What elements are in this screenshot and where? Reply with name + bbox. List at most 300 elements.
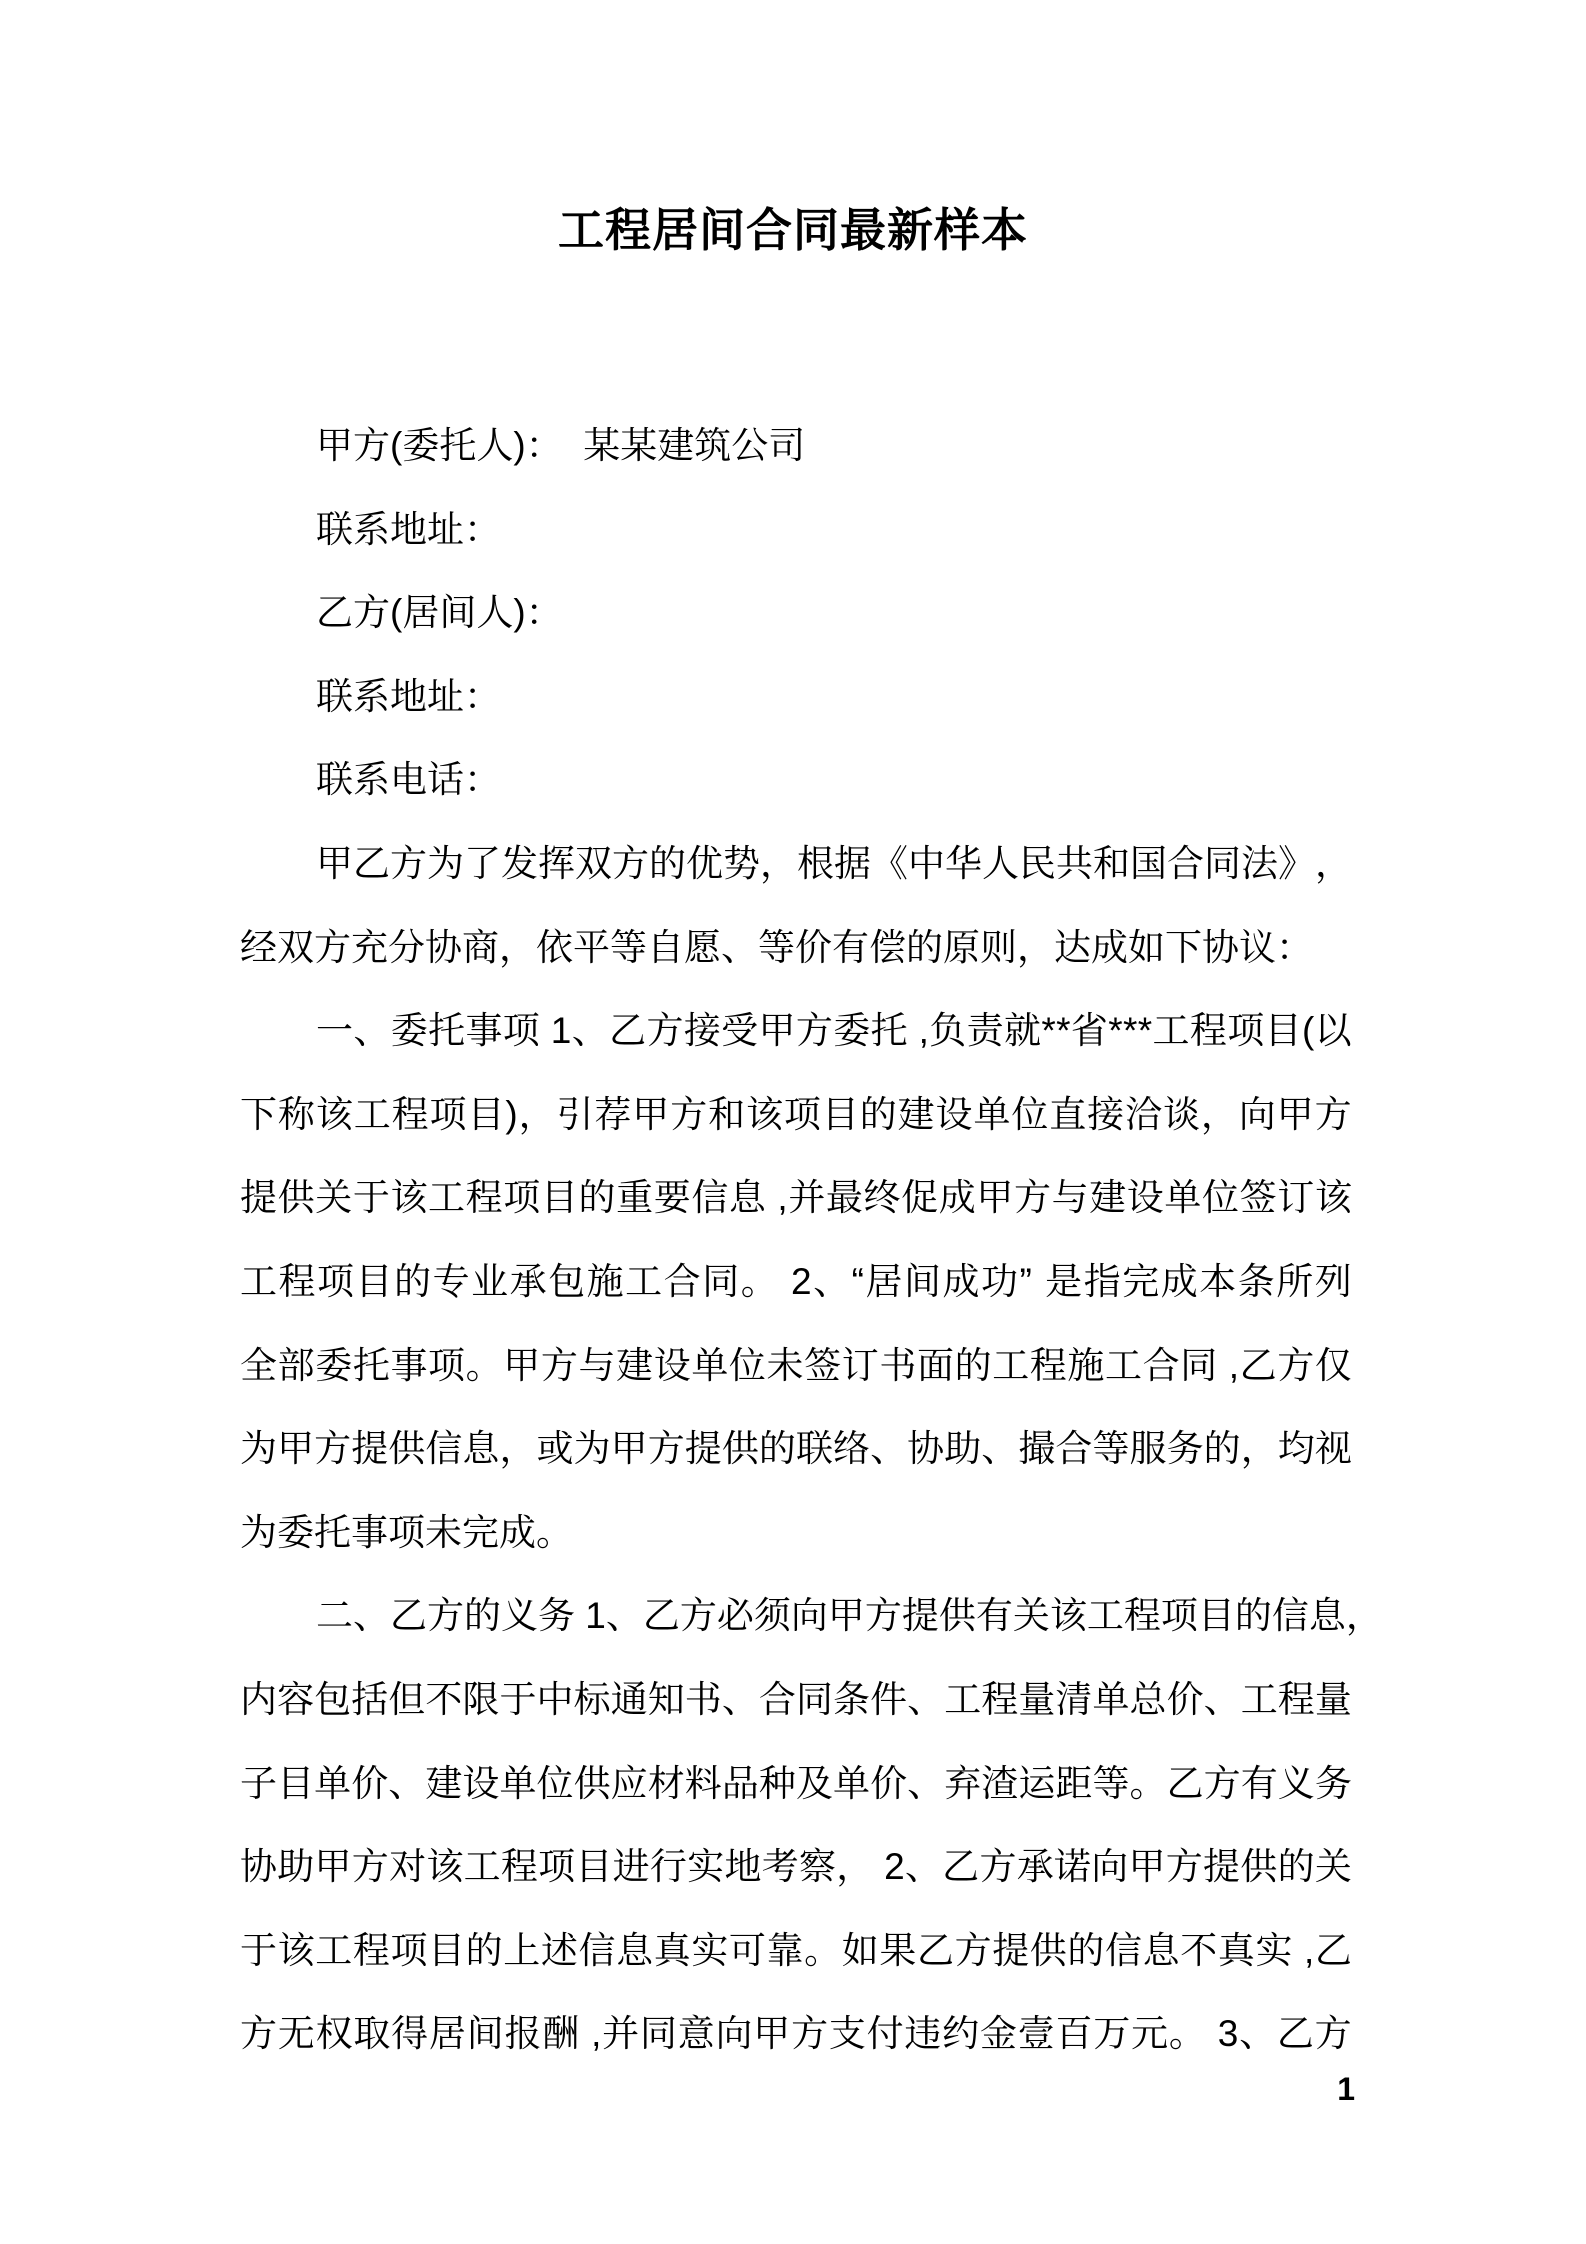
text-char: 甲 [277, 1428, 315, 1470]
text-char: 优 [686, 842, 723, 884]
text-char [874, 1825, 884, 1909]
text-line [240, 1324, 1352, 1408]
text-char: 与 [578, 1344, 616, 1386]
text-char: 2 [791, 1260, 812, 1302]
text-char: 托 [428, 1010, 466, 1052]
text-char: 同 [1180, 1344, 1218, 1386]
text-char: 括 [351, 1678, 389, 1720]
text-char: 该 [426, 1846, 464, 1888]
text-char: 的 [758, 1428, 796, 1470]
text-char: 建 [1089, 1177, 1127, 1219]
text-char: 意 [677, 2013, 715, 2055]
text-char: 完 [1122, 1260, 1160, 1302]
text-char: 负 [929, 1010, 967, 1052]
text-char: ， [1345, 1595, 1383, 1637]
text-char: 、 [907, 1762, 945, 1804]
text-char: 联 [795, 1428, 833, 1470]
text-char: 、 [353, 1010, 391, 1052]
text-char: 荐 [594, 1093, 632, 1135]
text-char: 法 [1241, 842, 1278, 884]
text-char: 成 [942, 1260, 980, 1302]
text-char: 助 [944, 1428, 982, 1470]
text-char: 建 [897, 1093, 935, 1135]
text-char: 项 [538, 1846, 576, 1888]
text-char: 乙 [642, 1595, 680, 1637]
text-char: 服 [1129, 1428, 1167, 1470]
text-char: 同 [795, 1678, 833, 1720]
text-char: 居 [865, 1260, 903, 1302]
text-char: 方 [795, 1010, 833, 1052]
text-char: 方 [427, 1595, 464, 1637]
text-char: 材 [647, 1762, 685, 1804]
text-line [240, 1240, 1352, 1324]
text-char: 。 [804, 1929, 842, 1971]
text-char: 真 [1217, 1929, 1255, 1971]
text-char: 和 [708, 1093, 746, 1135]
text-char [1293, 1909, 1303, 1993]
text-char: 义 [501, 1595, 538, 1637]
text-char: 方 [647, 1428, 685, 1470]
text-char: 内 [240, 1678, 277, 1720]
text-line [240, 1742, 1352, 1826]
text-char: 单 [314, 1762, 352, 1804]
text-char: ， [760, 842, 797, 884]
text-char: 程 [1189, 1010, 1227, 1052]
text-char: 于 [499, 1678, 537, 1720]
text-char: 订 [1277, 1177, 1315, 1219]
text-char: 工 [1086, 1595, 1124, 1637]
text-char: 方 [1013, 1177, 1051, 1219]
text-char: 项 [428, 1344, 466, 1386]
text-char: 的 [465, 1929, 503, 1971]
text-line [240, 989, 1352, 1073]
text-char: 方 [979, 1846, 1017, 1888]
text-char: 提 [240, 1177, 277, 1219]
text-char: 通 [610, 1678, 648, 1720]
text-char: 付 [866, 2013, 904, 2055]
text-char: 实 [1255, 1929, 1293, 1971]
text-char: 设 [1126, 1177, 1164, 1219]
text-char: 人 [982, 842, 1019, 884]
text-char: 委 [390, 1010, 428, 1052]
text-char: 实 [691, 1929, 729, 1971]
text-char: 品 [721, 1762, 759, 1804]
text-char: 包 [314, 1678, 352, 1720]
text-char: 列 [1314, 1260, 1352, 1302]
text-char: 总 [1129, 1678, 1167, 1720]
text-char: 接 [683, 1010, 721, 1052]
text-char: 工 [315, 1929, 353, 1971]
text-char: 不 [1180, 1929, 1218, 1971]
text-char: 渣 [981, 1762, 1019, 1804]
text-char: 程 [465, 1177, 503, 1219]
text-char: 了 [464, 842, 501, 884]
text-char: 应 [610, 1762, 648, 1804]
text-char: 所 [1276, 1260, 1314, 1302]
text-char: 乙 [1276, 2013, 1314, 2055]
text-line [240, 822, 1352, 906]
text-char: 信 [578, 1929, 616, 1971]
text-char: 件 [870, 1678, 908, 1720]
text-char: 目 [575, 1846, 613, 1888]
text-line [240, 1909, 1352, 1993]
text-char: 供 [388, 1428, 426, 1470]
text-char: 方 [646, 1010, 684, 1052]
text-char: 指 [1083, 1260, 1121, 1302]
text-char: 该 [1049, 1595, 1087, 1637]
text-char: 省 [1070, 1010, 1108, 1052]
text-char: 乙 [353, 842, 390, 884]
text-line [240, 1992, 1352, 2076]
text-char: 下 [240, 1093, 277, 1135]
text-char: 3 [1217, 2013, 1239, 2055]
text-char: 容 [277, 1678, 315, 1720]
text-char: 合 [1055, 1428, 1093, 1470]
text-char: 签 [804, 1344, 842, 1386]
text-char: 无 [277, 2013, 315, 2055]
text-char: 方 [314, 1428, 352, 1470]
text-char: 进 [612, 1846, 650, 1888]
text-char: 的 [394, 1260, 432, 1302]
text-char: 条 [833, 1678, 870, 1720]
text-char: 量 [1314, 1678, 1352, 1720]
text-line [240, 1658, 1352, 1742]
text-char: 、 [605, 1595, 643, 1637]
text-char: 责 [966, 1010, 1004, 1052]
text-char: 洽 [1125, 1093, 1163, 1135]
text-char: 价 [1166, 1678, 1204, 1720]
text-char: 目 [467, 1093, 505, 1135]
text-char: 取 [353, 2013, 391, 2055]
text-char: 要 [653, 1177, 691, 1219]
text-char: 如 [841, 1929, 879, 1971]
text-char: 甲 [976, 1177, 1014, 1219]
text-char: 仅 [1314, 1344, 1352, 1386]
text-char: 、 [870, 1428, 908, 1470]
text-char: 等 [1092, 1428, 1130, 1470]
text-char: 行 [649, 1846, 687, 1888]
text-char: 信 [1105, 1929, 1143, 1971]
text-char: ( [1301, 1010, 1315, 1052]
text-char: 二 [316, 1595, 353, 1637]
text-char: 权 [315, 2013, 353, 2055]
text-char: 设 [935, 1093, 973, 1135]
text-char: 甲 [827, 1595, 865, 1637]
text-char [779, 1240, 789, 1324]
text-char: 合 [663, 1260, 701, 1302]
text-char: 于 [352, 1177, 390, 1219]
text-char: 业 [471, 1260, 509, 1302]
text-char: 》 [1278, 842, 1315, 884]
text-char: 方 [390, 842, 427, 884]
text-char: , [1228, 1344, 1240, 1386]
text-char: 一 [316, 1010, 353, 1052]
text-char: 单 [499, 1762, 537, 1804]
text-char: 程 [981, 1678, 1019, 1720]
text-char: 项 [502, 1010, 540, 1052]
text-char: 方 [1203, 1762, 1241, 1804]
text-char: ， [1200, 1093, 1238, 1135]
text-char: 百 [1055, 2013, 1093, 2055]
text-char: * [1108, 1010, 1123, 1052]
text-char: 项 [1227, 1010, 1265, 1052]
text-char: 的 [1234, 1595, 1272, 1637]
text-char: 的 [464, 1595, 501, 1637]
text-char: 设 [653, 1344, 691, 1386]
text-char: 价 [870, 1762, 908, 1804]
text-char: 方 [1314, 2013, 1352, 2055]
text-char: 真 [653, 1929, 691, 1971]
text-char: 乙 [1314, 1929, 1352, 1971]
text-char: 不 [425, 1678, 463, 1720]
text-char: 提 [351, 1428, 389, 1470]
text-char: 1 [550, 1010, 572, 1052]
text-char: 以 [1314, 1010, 1352, 1052]
text-char: 有 [1240, 1762, 1278, 1804]
text-char: 工 [1152, 1010, 1190, 1052]
text-char: 项 [783, 1093, 821, 1135]
text-char: 义 [1277, 1762, 1315, 1804]
text-char: 。 [740, 1260, 778, 1302]
text-char: 谈 [1162, 1093, 1200, 1135]
text-char: 工 [353, 1093, 391, 1135]
text-char: 弃 [944, 1762, 982, 1804]
text-char: 书 [684, 1678, 722, 1720]
text-char: 位 [1202, 1177, 1240, 1219]
text-char: 甲 [758, 1010, 796, 1052]
text-char: , [918, 1010, 929, 1052]
text-char: 2 [884, 1846, 905, 1888]
text-char: 。 [1129, 1762, 1167, 1804]
text-char: ， [1240, 1428, 1278, 1470]
text-char: 务 [1166, 1428, 1204, 1470]
text-char: 该 [390, 1177, 428, 1219]
text-char: 设 [462, 1762, 500, 1804]
text-char: * [1122, 1010, 1138, 1052]
text-char: 并 [602, 2013, 640, 2055]
text-char: 方 [1165, 1846, 1203, 1888]
text-char: 未 [766, 1344, 804, 1386]
text-char: 该 [315, 1093, 353, 1135]
text-char: 托 [352, 1344, 390, 1386]
text-char: 托 [870, 1010, 908, 1052]
text-char: 单 [833, 1762, 870, 1804]
text-char: 报 [504, 2013, 542, 2055]
text-char: ， [836, 1846, 874, 1888]
text-char: 、 [981, 1428, 1019, 1470]
text-char: 终 [863, 1177, 901, 1219]
text-char: 引 [556, 1093, 594, 1135]
text-char: 全 [240, 1344, 277, 1386]
text-char: 国 [1130, 842, 1167, 884]
text-char: 为 [573, 1428, 611, 1470]
text-char: 该 [277, 1929, 315, 1971]
text-char: 息 [1308, 1595, 1346, 1637]
text-char: 民 [1019, 842, 1056, 884]
text-char: 供 [938, 1595, 976, 1637]
text-char: 必 [716, 1595, 754, 1637]
text-char: 的 [649, 842, 686, 884]
text-char: 成 [938, 1177, 976, 1219]
text-char: 务 [1314, 1762, 1352, 1804]
text-char: 华 [945, 842, 982, 884]
text-char: “ [851, 1260, 864, 1302]
text-char: 《 [871, 842, 908, 884]
text-char: 酬 [542, 2013, 580, 2055]
text-char: 甲 [316, 842, 353, 884]
text-char: 种 [758, 1762, 796, 1804]
text-char: 络 [833, 1428, 870, 1470]
text-char: 及 [795, 1762, 833, 1804]
text-char: 承 [509, 1260, 547, 1302]
text-char: 最 [825, 1177, 863, 1219]
text-line: 经双方充分协商，依平等自愿、等价有偿的原则，达成如下协议： [240, 926, 1313, 968]
document-body [240, 404, 1383, 2076]
text-char: 和 [1093, 842, 1130, 884]
text-char: 等 [1092, 1762, 1130, 1804]
text-char: 方 [540, 1344, 578, 1386]
text-char: 直 [1049, 1093, 1087, 1135]
text-char: 位 [536, 1762, 574, 1804]
text-char: 于 [240, 1929, 277, 1971]
text-char [540, 989, 550, 1073]
text-char: 、 [571, 1010, 609, 1052]
text-char: 、 [1239, 2013, 1277, 2055]
text-char: 金 [979, 2013, 1017, 2055]
text-char: 签 [1239, 1177, 1277, 1219]
text-char: 但 [388, 1678, 426, 1720]
text-char: 工 [1105, 1344, 1143, 1386]
text-char: 项 [1160, 1595, 1198, 1637]
text-char: 事 [390, 1344, 428, 1386]
text-line [240, 1407, 1352, 1491]
text-char: 发 [501, 842, 538, 884]
text-char: 供 [1240, 1846, 1278, 1888]
text-char: 运 [1018, 1762, 1056, 1804]
text-char: 合 [1142, 1344, 1180, 1386]
text-char: 信 [1271, 1595, 1309, 1637]
text-char: 协 [240, 1846, 277, 1888]
text-char: 可 [728, 1929, 766, 1971]
page-number: 1 [1337, 2071, 1355, 2107]
text-char: 建 [425, 1762, 463, 1804]
text-char: 为 [427, 842, 464, 884]
text-char: 关 [1012, 1595, 1050, 1637]
text-char: 目 [1264, 1010, 1302, 1052]
text-char: , [777, 1177, 788, 1219]
text-char: 甲 [1128, 1846, 1166, 1888]
text-char: 、 [907, 1678, 945, 1720]
text-line: 甲方(委托人)： 某某建筑公司 [316, 425, 806, 466]
text-char: 工 [240, 1260, 277, 1302]
text-char: 方 [791, 2013, 829, 2055]
text-char: 居 [428, 2013, 466, 2055]
text-char: 中 [908, 842, 945, 884]
text-char: 单 [1164, 1177, 1202, 1219]
text-char [580, 1992, 590, 2076]
text-char [1207, 1992, 1217, 2076]
text-char: 助 [277, 1846, 315, 1888]
text-char: 的 [1067, 1929, 1105, 1971]
text-char: 乙 [609, 1010, 647, 1052]
text-char: 诺 [1053, 1846, 1091, 1888]
text-char: 条 [1237, 1260, 1275, 1302]
text-char: 成 [1160, 1260, 1198, 1302]
text-char: 甲 [632, 1093, 670, 1135]
text-char: 施 [1067, 1344, 1105, 1386]
text-char: 称 [277, 1093, 315, 1135]
text-char: 乙 [1239, 1344, 1277, 1386]
text-char: 方 [670, 1093, 708, 1135]
text-char: 务 [538, 1595, 575, 1637]
text-char: 势 [723, 842, 760, 884]
text-char: 的 [578, 1177, 616, 1219]
text-char: 方 [1314, 1093, 1352, 1135]
text-char: 、 [353, 1595, 390, 1637]
text-char: 提 [684, 1428, 722, 1470]
text-char: 供 [721, 1428, 759, 1470]
text-char: 或 [536, 1428, 574, 1470]
text-char: 合 [758, 1678, 796, 1720]
text-line: 联系地址： [316, 508, 501, 550]
text-char: 面 [916, 1344, 954, 1386]
text-char: 乙 [390, 1595, 427, 1637]
text-char: 息 [616, 1929, 654, 1971]
text-char: , [591, 2013, 602, 2055]
text-char: ， [518, 1093, 556, 1135]
text-char: 、 [813, 1260, 851, 1302]
text-char: 单 [1092, 1678, 1130, 1720]
text-char: 目 [355, 1260, 393, 1302]
text-char: 、 [388, 1762, 426, 1804]
text-char: 察 [798, 1846, 836, 1888]
text-char: * [1137, 1010, 1153, 1052]
text-char: 单 [691, 1344, 729, 1386]
text-char: 子 [240, 1762, 277, 1804]
text-char: 工 [463, 1846, 501, 1888]
text-char: 的 [1203, 1428, 1241, 1470]
text-char: * [1056, 1010, 1071, 1052]
document-title: 工程居间合同最新样本 [558, 204, 1028, 256]
text-char: 的 [859, 1093, 897, 1135]
text-char: 有 [975, 1595, 1013, 1637]
text-char: 甲 [314, 1846, 352, 1888]
text-char: 向 [1238, 1093, 1276, 1135]
text-char: 须 [753, 1595, 791, 1637]
text-line: 联系地址： [316, 675, 501, 717]
text-char: 关 [315, 1177, 353, 1219]
text-char: 目 [540, 1177, 578, 1219]
text-char: 标 [573, 1678, 611, 1720]
text-char: 程 [352, 1929, 390, 1971]
text-char: 项 [317, 1260, 355, 1302]
text-char: 、 [904, 1846, 942, 1888]
text-char: 向 [1091, 1846, 1129, 1888]
text-char: 乙 [1166, 1762, 1204, 1804]
text-char: 壹 [1017, 2013, 1055, 2055]
text-char: 限 [462, 1678, 500, 1720]
text-char: 同 [702, 1260, 740, 1302]
text-char: 单 [973, 1093, 1011, 1135]
text-char [575, 1574, 585, 1658]
text-char: 本 [1199, 1260, 1237, 1302]
text-line [240, 1156, 1352, 1240]
text-char: 该 [746, 1093, 784, 1135]
text-char: 专 [432, 1260, 470, 1302]
text-char: 据 [834, 842, 871, 884]
text-char: ， [499, 1428, 537, 1470]
text-char: 支 [828, 2013, 866, 2055]
